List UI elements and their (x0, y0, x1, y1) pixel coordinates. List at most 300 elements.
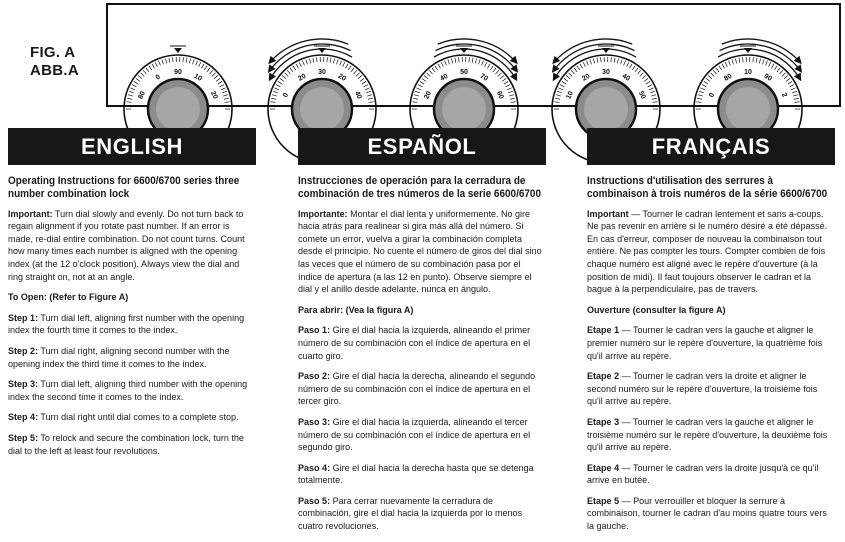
dial-tick (793, 95, 798, 96)
step-label: Step 5: (8, 433, 38, 444)
dial-knob-center (584, 87, 628, 131)
french-body (587, 165, 835, 534)
dial-tick (356, 73, 360, 76)
dial-number: 20 (337, 73, 347, 83)
dial-tick (183, 57, 184, 62)
dial-tick (274, 88, 279, 90)
dial-tick (435, 66, 438, 70)
dial-tick (333, 59, 334, 64)
dial-number: 50 (637, 90, 647, 100)
dial-number: 20 (297, 73, 307, 83)
dial-number: 90 (763, 73, 773, 83)
dial-tick (644, 78, 648, 81)
dial-tick (601, 57, 602, 62)
dial-number: 20 (209, 90, 219, 100)
dial-tick (766, 61, 768, 66)
spanish-step-5 (298, 496, 546, 534)
step-text: Turn dial right until dial comes to a complete stop. (38, 412, 239, 423)
dial-tick (225, 102, 230, 103)
dial-tick (290, 68, 293, 72)
figure-a-box (106, 3, 841, 107)
dial-knob-center (726, 87, 770, 131)
dial-tick (209, 70, 212, 74)
dial-tick (272, 95, 277, 96)
step-text: — Tourner le cadran vers la gauche et aligner le premier numéro sur le repère d'ouverture, la quatrième fois qu'il arrive au repère. (587, 325, 822, 361)
dial-tick (759, 59, 760, 64)
dial-tick (366, 91, 371, 93)
dial-tick (774, 66, 777, 70)
dial-tick (459, 57, 460, 62)
dial-tick (427, 73, 431, 76)
french-heading: Instructions d'utilisation des serrures à combinaison à trois numéros de la série 6600/6700 (587, 175, 835, 201)
step-text: Para cerrar nuevamente la cerradura de combinación, gire el dial hacia la izquierda por lo menos cuatro revoluciones. (298, 496, 522, 532)
step-text: Gire el dial hacia la derecha hasta que se detenga totalmente. (298, 463, 534, 487)
dial-tick (204, 66, 207, 70)
dial-number: 0 (155, 74, 162, 82)
dial-tick (508, 91, 513, 93)
dial-tick (557, 91, 562, 93)
dial-tick (739, 58, 740, 63)
dial-tick (794, 98, 799, 99)
dial-tick (271, 102, 276, 103)
dial-tick (725, 62, 727, 66)
dial-tick (482, 61, 484, 66)
dial-number: 0 (282, 92, 290, 99)
dial-tick (637, 70, 640, 74)
dial-tick (271, 98, 276, 99)
dial-tick (202, 64, 205, 68)
english-to-open: To Open: (Refer to Figure A) (8, 292, 256, 305)
dial-tick (130, 88, 135, 90)
english-body (8, 165, 256, 458)
step-text: — Tourner le cadran vers la droite jusqu'à ce qu'il arrive en butée. (587, 463, 818, 487)
dial-tick (653, 102, 658, 103)
dial-tick (784, 76, 788, 79)
dial-tick (365, 88, 370, 90)
dial-tick (580, 64, 583, 68)
dial-tick (276, 85, 280, 87)
dial-tick (792, 91, 797, 93)
dial-number: 20 (581, 73, 591, 83)
dial-tick (199, 62, 201, 66)
dial-tick (490, 66, 493, 70)
figure-label-line1: FIG. A (30, 44, 79, 62)
dial-tick (222, 91, 227, 93)
dial-tick (509, 95, 514, 96)
dial-tick (650, 91, 655, 93)
dial-tick (716, 68, 719, 72)
dial-tick (488, 64, 491, 68)
dial-tick (221, 88, 226, 90)
dial-tick (282, 76, 286, 79)
step-text: — Pour verrouiller et bloquer la serrure à combinaison, tourner le cadran d'au moins quatre tours vers la gauche. (587, 496, 827, 532)
french-column (587, 128, 835, 542)
dial-tick (309, 59, 310, 64)
dial-number: 10 (744, 69, 752, 76)
english-important (8, 209, 256, 285)
dial-tick (367, 95, 372, 96)
dial-tick (555, 98, 560, 99)
dial-tick (299, 62, 301, 66)
english-important-label: Important: (8, 209, 53, 220)
spanish-heading: Instrucciones de operación para la cerradura de combinación de tres números de la serie 6600/6700 (298, 175, 546, 201)
spanish-column (298, 128, 546, 542)
dial-knob-center (442, 87, 486, 131)
dial-tick (346, 64, 349, 68)
english-important-text: Turn dial slowly and evenly. Do not turn back to regain alignment if you rotate past number. If an error is made, re-dial entire combination. Do not count turns. Count how many times each number is aligned with the opening index (at the 12 o'clock position). Always view the dial and ring straight on, not at an angle. (8, 209, 245, 283)
dial-tick (777, 68, 780, 72)
spanish-step-1 (298, 325, 546, 363)
dial-tick (413, 102, 418, 103)
dial-tick (134, 81, 138, 84)
dial-tick (149, 66, 152, 70)
dial-tick (699, 91, 704, 93)
dial-tick (441, 62, 443, 66)
dial-tick (475, 59, 476, 64)
dial-tick (587, 61, 589, 66)
step-text: To relock and secure the combination lock, turn the dial to the left at least four revolutions. (8, 433, 244, 457)
dial-tick (708, 76, 712, 79)
dial-tick (173, 57, 174, 62)
dial-tick (438, 64, 441, 68)
dial-tick (340, 61, 342, 66)
dial-tick (413, 98, 418, 99)
dial-tick (704, 81, 708, 84)
dial-tick (129, 91, 134, 93)
step-label: Paso 2: (298, 371, 330, 382)
step-label: Etape 2 (587, 371, 619, 382)
dial-number: 90 (174, 69, 182, 76)
dial-tick (627, 62, 629, 66)
dial-tick (753, 57, 754, 62)
dial-tick (635, 68, 638, 72)
dial-tick (429, 70, 432, 74)
step-label: Etape 1 (587, 325, 619, 336)
dial-tick (652, 98, 657, 99)
dial-tick (732, 60, 734, 65)
dial-tick (611, 57, 612, 62)
french-banner: FRANÇAIS (587, 128, 835, 165)
dial-tick (337, 60, 339, 65)
spanish-important-text: Montar el dial lenta y uniformemente. No gire hacia atrás para realinear si gira más allá del número. Si comete un error, vuelva a girar la combinación completa desde el principio. No cuente el número de giros del dial sino las veces que el número de su combinación pasa por el índice de apertura (a las 12 en punto). Observe siempre el dial y el anillo desde adelante, nunca en ángulo. (298, 209, 542, 296)
dial-tick (555, 102, 560, 103)
dial-tick (511, 102, 516, 103)
step-label: Step 2: (8, 346, 38, 357)
dial-tick (416, 88, 421, 90)
dial-tick (722, 64, 725, 68)
dial-tick (510, 98, 515, 99)
dial-tick (136, 78, 140, 81)
french-important (587, 209, 835, 297)
french-step-2 (587, 371, 835, 409)
step-label: Paso 4: (298, 463, 330, 474)
dial-tick (186, 58, 187, 63)
dial-tick (273, 91, 278, 93)
dial-number: 80 (137, 90, 147, 100)
dial-tick (469, 57, 470, 62)
dial-number: 40 (439, 73, 449, 83)
dial-tick (351, 68, 354, 72)
dial-tick (127, 98, 132, 99)
dial-tick (505, 85, 509, 87)
step-label: Paso 1: (298, 325, 330, 336)
opening-index-marker (174, 48, 182, 53)
dial-tick (214, 76, 218, 79)
dial-tick (556, 95, 561, 96)
dial-tick (786, 78, 790, 81)
english-step-4 (8, 412, 256, 425)
figure-label (30, 44, 79, 80)
dial-tick (632, 66, 635, 70)
spanish-body (298, 165, 546, 534)
french-step-5 (587, 496, 835, 534)
dial-tick (706, 78, 710, 81)
dial-illustrations (108, 5, 843, 109)
dial-tick (507, 88, 512, 90)
dial-knob-center (156, 87, 200, 131)
spanish-to-open: Para abrir: (Vea la figura A) (298, 305, 546, 318)
dial-tick (697, 98, 702, 99)
dial-tick (558, 88, 563, 90)
dial-tick (362, 81, 366, 84)
dial-number: 70 (479, 73, 489, 83)
dial-tick (583, 62, 585, 66)
dial-tick (219, 85, 223, 87)
dial-tick (445, 61, 447, 66)
dial-tick (296, 64, 299, 68)
dial-tick (317, 57, 318, 62)
dial-tick (646, 81, 650, 84)
dial-tick (212, 73, 216, 76)
dial-tick (617, 59, 618, 64)
dial-tick (630, 64, 633, 68)
spanish-important-label: Importante: (298, 209, 348, 220)
step-label: Etape 3 (587, 417, 619, 428)
dial-number: 30 (602, 69, 610, 76)
dial-tick (504, 81, 508, 84)
dial-tick (287, 70, 290, 74)
dial-tick (165, 59, 166, 64)
dial-tick (495, 70, 498, 74)
dial-tick (756, 58, 757, 63)
dial-tick (649, 88, 654, 90)
dial-tick (169, 58, 170, 63)
dial-tick (472, 58, 473, 63)
dial-number: 0 (708, 92, 716, 99)
english-heading: Operating Instructions for 6600/6700 series three number combination lock (8, 175, 256, 201)
spanish-step-2 (298, 371, 546, 409)
dial-tick (143, 70, 146, 74)
dial-tick (159, 61, 161, 66)
step-label: Etape 5 (587, 496, 619, 507)
dial-tick (729, 61, 731, 66)
dial-tick (155, 62, 157, 66)
english-column (8, 128, 256, 466)
step-text: Turn dial right, aligning second number with the opening index the third time it comes to the index. (8, 346, 230, 370)
dial-number: 10 (565, 90, 575, 100)
french-important-label: Important (587, 209, 629, 220)
french-to-open: Ouverture (consulter la figure A) (587, 305, 835, 318)
dial-tick (216, 78, 220, 81)
dial-tick (162, 60, 164, 65)
step-label: Etape 4 (587, 463, 619, 474)
english-step-3 (8, 379, 256, 404)
dial-tick (152, 64, 155, 68)
dial-tick (138, 76, 142, 79)
english-step-2 (8, 346, 256, 371)
step-label: Step 4: (8, 412, 38, 423)
dial-tick (424, 76, 428, 79)
dial-tick (280, 78, 284, 81)
dial-tick (479, 60, 481, 65)
step-text: Gire el dial hacia la derecha, alineando el segundo número de su combinación con el índice de apertura en el tercer giro. (298, 371, 535, 407)
dial-tick (189, 59, 190, 64)
dial-tick (795, 102, 800, 103)
spanish-important (298, 209, 546, 297)
dial-tick (224, 98, 229, 99)
figure-label-line2: ABB.A (30, 62, 79, 80)
dial-tick (702, 85, 706, 87)
english-step-1 (8, 313, 256, 338)
dial-tick (448, 60, 450, 65)
dial-tick (574, 68, 577, 72)
dial-tick (414, 95, 419, 96)
dial-tick (560, 85, 564, 87)
dial-number: 20 (423, 90, 433, 100)
dial-tick (207, 68, 210, 72)
dial-number: 10 (193, 73, 203, 83)
dial-tick (743, 57, 744, 62)
dial-tick (564, 78, 568, 81)
dial-number: 60 (495, 90, 505, 100)
dial-tick (353, 70, 356, 74)
dial-tick (593, 59, 594, 64)
dial-tick (193, 60, 195, 65)
dial-tick (493, 68, 496, 72)
dial-tick (293, 66, 296, 70)
dial-tick (360, 78, 364, 81)
dial-tick (132, 85, 136, 87)
french-step-3 (587, 417, 835, 455)
dial-tick (418, 85, 422, 87)
dial-tick (432, 68, 435, 72)
dial-tick (146, 68, 149, 72)
spanish-step-3 (298, 417, 546, 455)
step-text: — Tourner le cadran vers la gauche et aligner le troisième numéro sur le repère d'ouverture, la deuxième fois qu'il arrive au repère. (587, 417, 827, 453)
dial-tick (358, 76, 362, 79)
dial-tick (719, 66, 722, 70)
dial-tick (422, 78, 426, 81)
dial-number: 50 (460, 69, 468, 76)
dial-number: 2 (780, 92, 788, 99)
dial-tick (569, 73, 573, 76)
dial-tick (285, 73, 289, 76)
dial-number: 30 (318, 69, 326, 76)
dial-tick (455, 58, 456, 63)
dial-tick (624, 61, 626, 66)
dial-tick (711, 73, 715, 76)
dial-tick (791, 88, 796, 90)
french-step-4 (587, 463, 835, 488)
step-text: Turn dial left, aligning first number with the opening index the fourth time it comes to the index. (8, 313, 244, 337)
dial-tick (343, 62, 345, 66)
dial-tick (415, 91, 420, 93)
dial-tick (485, 62, 487, 66)
dial-number: 80 (723, 73, 733, 83)
dial-tick (769, 62, 771, 66)
dial-tick (597, 58, 598, 63)
dial-tick (735, 59, 736, 64)
dial-tick (306, 60, 308, 65)
dial-tick (348, 66, 351, 70)
dial-tick (651, 95, 656, 96)
step-label: Paso 5: (298, 496, 330, 507)
dial-tick (647, 85, 651, 87)
step-label: Paso 3: (298, 417, 330, 428)
dial-tick (218, 81, 222, 84)
dial-tick (278, 81, 282, 84)
dial-tick (640, 73, 644, 76)
dial-tick (779, 70, 782, 74)
dial-tick (562, 81, 566, 84)
step-label: Step 1: (8, 313, 38, 324)
step-label: Step 3: (8, 379, 38, 390)
spanish-step-4 (298, 463, 546, 488)
dial-tick (788, 81, 792, 84)
dial-tick (327, 57, 328, 62)
dial-tick (500, 76, 504, 79)
step-text: Gire el dial hacia la izquierda, alineando el primer número de su combinación con el índice de apertura en el cuarto giro. (298, 325, 530, 361)
dial-tick (313, 58, 314, 63)
dial-number: 40 (621, 73, 631, 83)
english-banner: ENGLISH (8, 128, 256, 165)
dial-tick (330, 58, 331, 63)
french-step-1 (587, 325, 835, 363)
dial-tick (621, 60, 623, 65)
dial-tick (590, 60, 592, 65)
dial-tick (763, 60, 765, 65)
dial-tick (196, 61, 198, 66)
dial-tick (698, 95, 703, 96)
spanish-banner: ESPAÑOL (298, 128, 546, 165)
dial-tick (571, 70, 574, 74)
dial-knob-center (300, 87, 344, 131)
dial-tick (772, 64, 775, 68)
dial-tick (697, 102, 702, 103)
dial-tick (502, 78, 506, 81)
dial-tick (303, 61, 305, 66)
french-important-text: — Tourner le cadran lentement et sans a-coups. Ne pas revenir en arrière si le numéro désiré a été dépassé. En cas d'erreur, composer de nouveau la combinaison tout entière. Ne pas compter les tours. Compter combien de fois chaque numéro est aligné avec le repère d'ouverture (à la position de midi). Il faut toujours observer le cadran et la bague à la perpendiculaire, pas de travers. (587, 209, 827, 296)
dial-tick (577, 66, 580, 70)
dial-tick (614, 58, 615, 63)
dial-tick (223, 95, 228, 96)
dial-tick (363, 85, 367, 87)
english-step-5 (8, 433, 256, 458)
dial-tick (420, 81, 424, 84)
dial-tick (127, 102, 132, 103)
dial-tick (369, 102, 374, 103)
dial-tick (566, 76, 570, 79)
dial-tick (642, 76, 646, 79)
dial-number: 40 (353, 90, 363, 100)
dial-tick (368, 98, 373, 99)
dial-tick (128, 95, 133, 96)
dial-tick (141, 73, 145, 76)
dial-tick (498, 73, 502, 76)
step-text: — Tourner le cadran vers la droite et aligner le second numéro sur le repère d'ouverture, la troisième fois qu'il arrive au repère. (587, 371, 817, 407)
step-text: Gire el dial hacia la izquierda, alineando el tercer número de su combinación con el índice de apertura en el segundo giro. (298, 417, 530, 453)
dial-tick (700, 88, 705, 90)
